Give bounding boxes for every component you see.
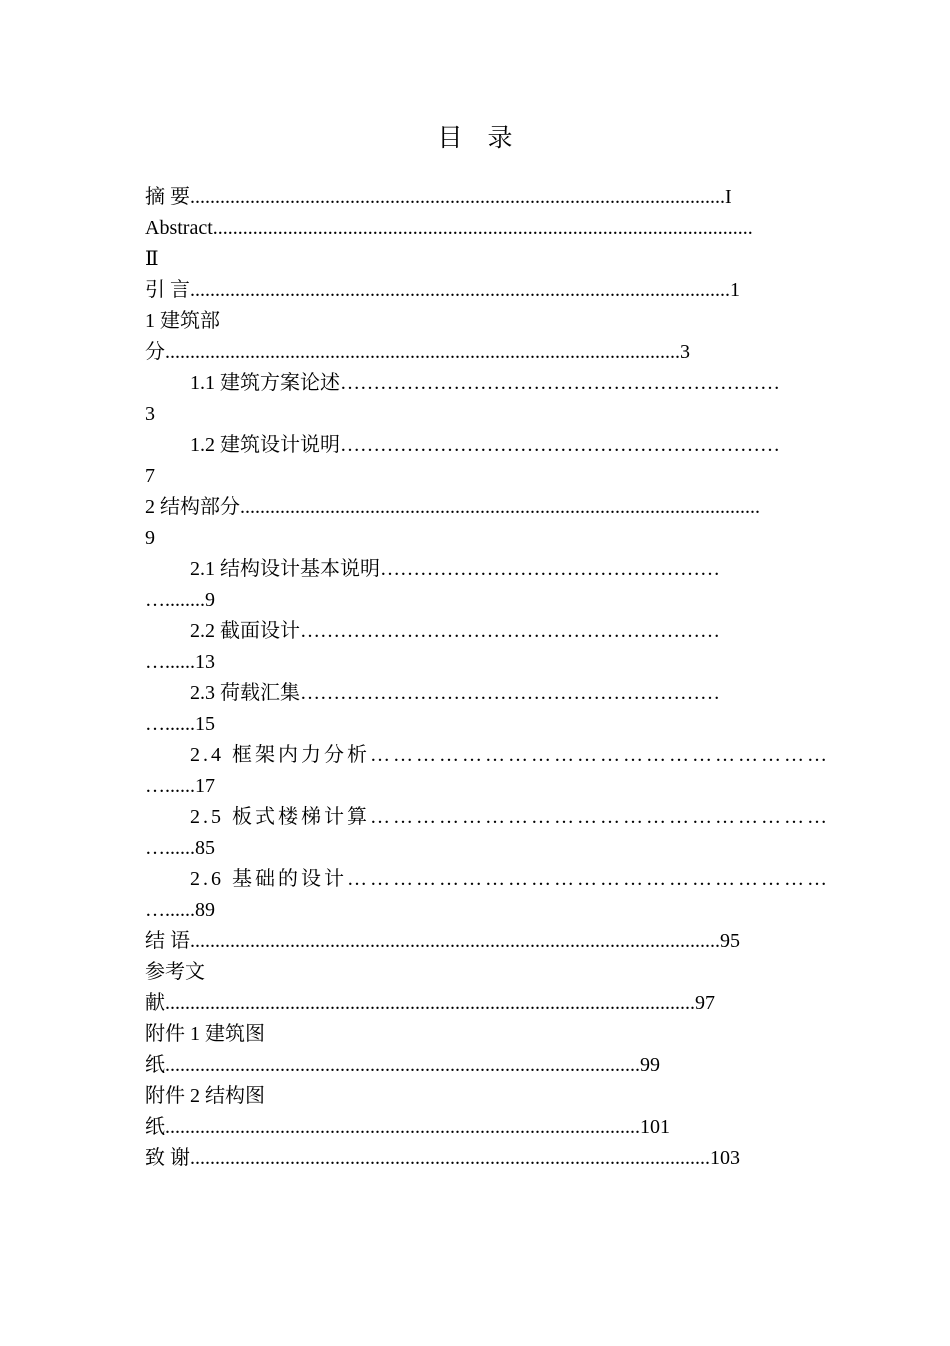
toc-line-sub: 1.1 建筑方案论述…………………………………………………………: [190, 372, 780, 394]
toc-line-sub: 2.2 截面设计………………………………………………………: [190, 620, 720, 642]
toc-list: [145, 182, 850, 1174]
toc-line: 9: [145, 527, 155, 549]
toc-line: 附件 2 结构图: [145, 1085, 265, 1107]
toc-line: 附件 1 建筑图: [145, 1023, 265, 1045]
toc-line: 致 谢........................................................................................................103: [145, 1147, 740, 1169]
toc-line: 纸...............................................................................................101: [145, 1116, 670, 1138]
toc-line: …......17: [145, 775, 215, 797]
toc-line-sub: 2.5 板式楼梯计算……………………………………………………: [190, 806, 830, 828]
toc-line: 分.......................................................................................................3: [145, 341, 690, 363]
toc-title: 目 录: [437, 125, 513, 152]
toc-line: 7: [145, 465, 155, 487]
toc-line-sub: 2.1 结构设计基本说明……………………………………………: [190, 558, 720, 580]
toc-line: 纸...............................................................................................99: [145, 1054, 660, 1076]
toc-line: …......13: [145, 651, 215, 673]
toc-line: 摘 要...........................................................................................................I: [145, 186, 732, 208]
toc-line: Ⅱ: [145, 248, 159, 270]
toc-line: …......85: [145, 837, 215, 859]
toc-line: …......15: [145, 713, 215, 735]
toc-line: 2 结构部分........................................................................................................: [145, 496, 760, 518]
toc-line: 献..........................................................................................................97: [145, 992, 715, 1014]
toc-line: 参考文: [145, 961, 205, 983]
toc-line-sub: 2.6 基础的设计………………………………………………………: [190, 868, 830, 890]
toc-line: 引 言............................................................................................................1: [145, 279, 740, 301]
toc-line: 1 建筑部: [145, 310, 220, 332]
toc-line-sub: 1.2 建筑设计说明…………………………………………………………: [190, 434, 780, 456]
toc-line-sub: 2.3 荷载汇集………………………………………………………: [190, 682, 720, 704]
toc-line-sub: 2.4 框架内力分析……………………………………………………: [190, 744, 830, 766]
toc-line: …........9: [145, 589, 215, 611]
toc-line: Abstract............................................................................................................: [145, 217, 753, 239]
toc-line: 结 语..........................................................................................................95: [145, 930, 740, 952]
toc-line: …......89: [145, 899, 215, 921]
toc-line: 3: [145, 403, 155, 425]
